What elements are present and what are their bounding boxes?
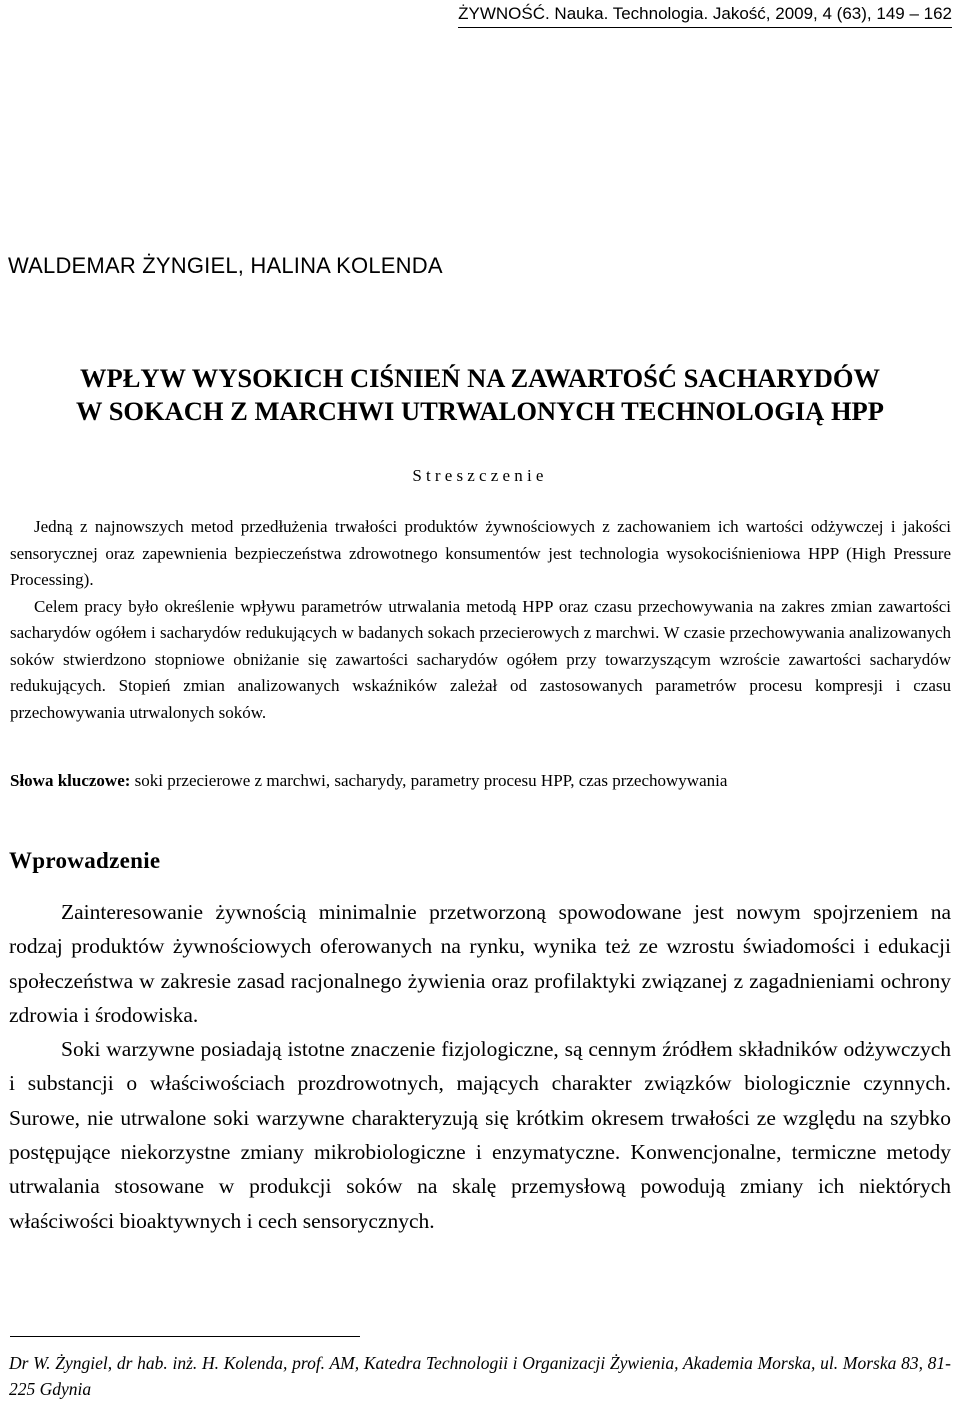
abstract-paragraph: Celem pracy było określenie wpływu parametrów utrwalania metodą HPP oraz czasu przechowywania na zakres zmian zawartości sacharydów ogółem i sacharydów redukujących w badanych sokach przecierowych z marchwi. W czasie przechowywania analizowanych soków stwierdzono stopniowe obniżanie się zawartości sacharydów ogółem przy towarzyszącym wzroście zawartości sacharydów redukujących. Stopień zmian analizowanych wskaźników zależał od zastosowanych parametrów procesu kompresji i czasu przechowywania utrwalonych soków. [10, 596, 951, 722]
body-paragraph: Zainteresowanie żywnością minimalnie przetworzoną spowodowane jest nowym spojrzeniem na rodzaj produktów żywnościowych oferowanych na rynku, wynika też ze wzrostu świadomości i edukacji społeczeństwa w zakresie zasad racjonalnego żywienia oraz profilaktyki związanej z zagadnieniami ochrony zdrowia i środowiska. [9, 900, 951, 1027]
body-paragraph: Soki warzywne posiadają istotne znaczenie fizjologiczne, są cennym źródłem składników odżywczych i substancji o właściwościach prozdrowotnych, mających charakter związków biologicznie czynnych. Surowe, nie utrwalone soki warzywne charakteryzują się krótkim okresem trwałości ze względu na szybko postępujące niekorzystne zmiany mikrobiologiczne i enzymatyczne. Konwencjonalne, termiczne metody utrwalania stosowane w produkcji soków na skalę przemysłową powodują zmiany ich niektórych właściwości bioaktywnych i cech sensorycznych. [9, 1037, 951, 1233]
keywords [10, 768, 951, 794]
footnote: Dr W. Żyngiel, dr hab. inż. H. Kolenda, prof. AM, Katedra Technologii i Organizacji Żywienia, Akademia Morska, ul. Morska 83, 81-225 Gdynia [9, 1353, 951, 1399]
article-title-line-2: W SOKACH Z MARCHWI UTRWALONYCH TECHNOLOGIĄ HPP [76, 396, 884, 426]
section-heading: Wprowadzenie [9, 848, 161, 873]
keywords-label: Słowa kluczowe: [10, 771, 131, 790]
footnote-divider [10, 1336, 360, 1337]
keywords-text: soki przecierowe z marchwi, sacharydy, parametry procesu HPP, czas przechowywania [130, 771, 728, 790]
abstract-paragraph: Jedną z najnowszych metod przedłużenia trwałości produktów żywnościowych z zachowaniem ich wartości odżywczej i jakości sensorycznej oraz zapewnienia bezpieczeństwa zdrowotnego konsumentów jest technologia wysokociśnieniowa HPP (High Pressure Processing). [10, 517, 951, 589]
section-body [9, 895, 951, 1238]
abstract [10, 514, 951, 726]
article-title-line-1: WPŁYW WYSOKICH CIŚNIEŃ NA ZAWARTOŚĆ SACHARYDÓW [80, 363, 880, 393]
authors: WALDEMAR ŻYNGIEL, HALINA KOLENDA [8, 253, 443, 278]
article-title [0, 362, 960, 428]
abstract-heading: Streszczenie [412, 466, 548, 485]
running-header: ŻYWNOŚĆ. Nauka. Technologia. Jakość, 2009, 4 (63), 149 – 162 [458, 4, 952, 28]
